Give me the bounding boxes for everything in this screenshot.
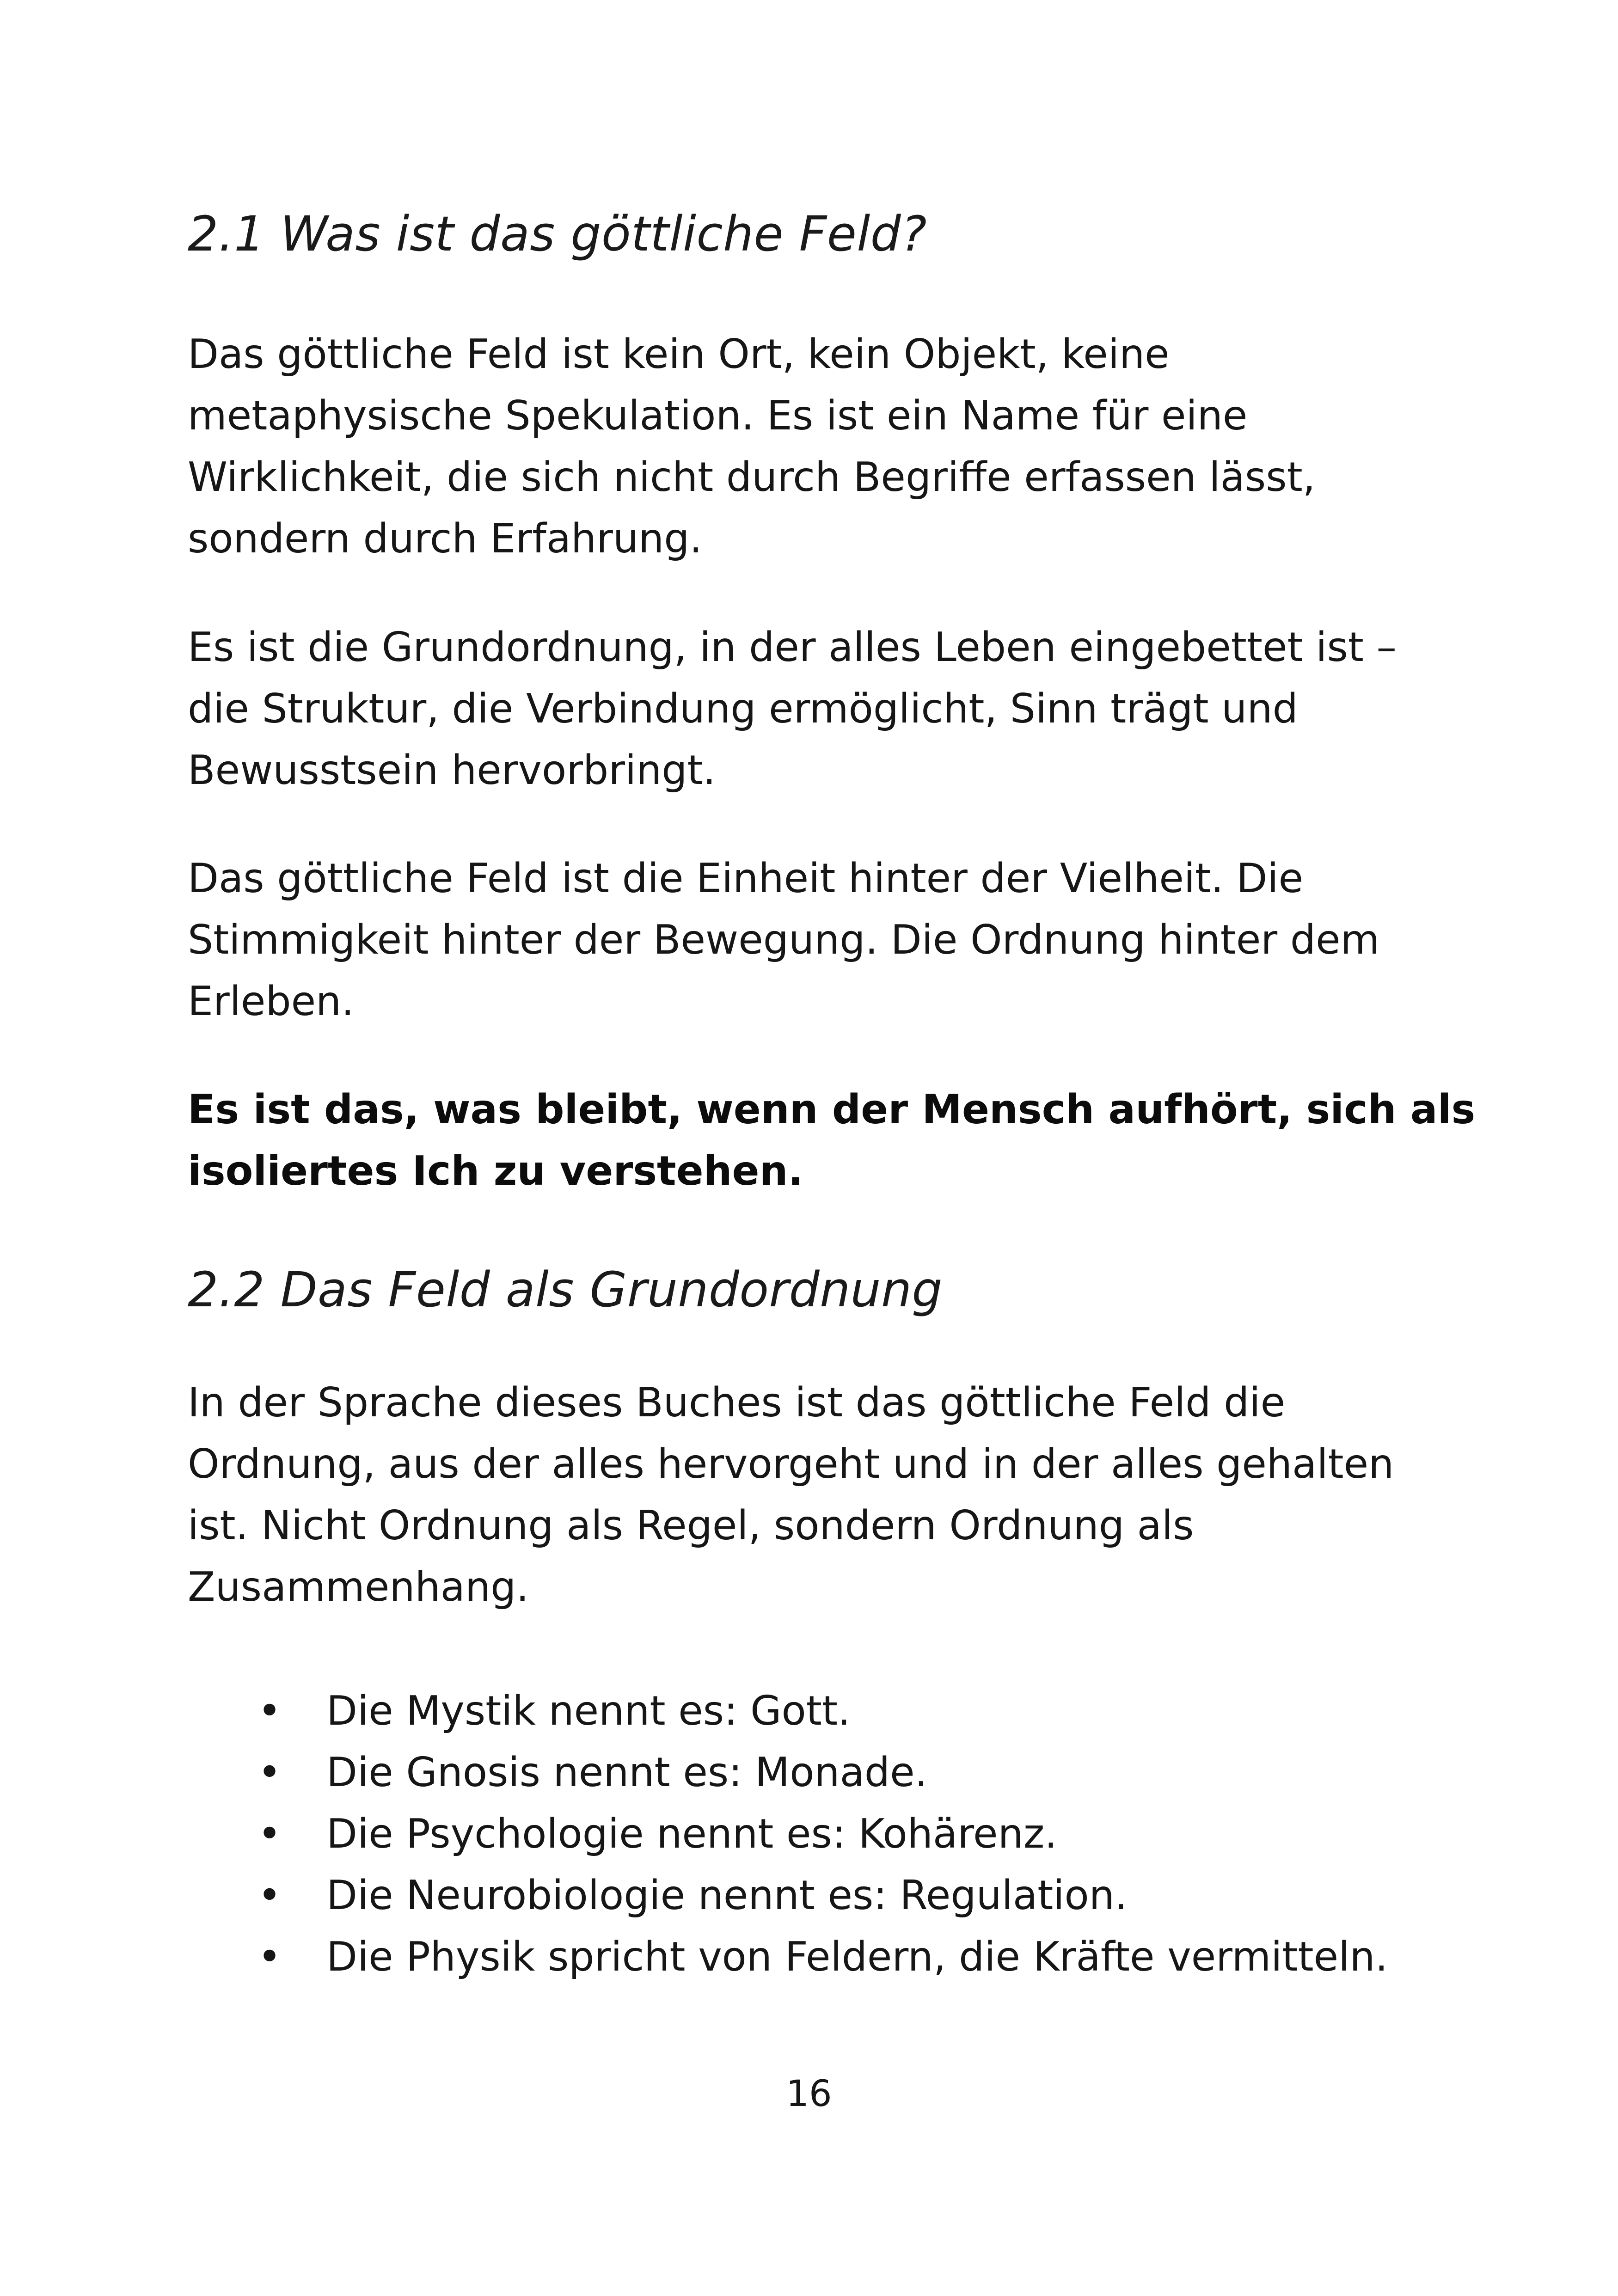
text-line: ist. Nicht Ordnung als Regel, sondern Ordnung als <box>188 1502 1194 1549</box>
text-line: Erleben. <box>188 978 354 1025</box>
paragraph <box>188 324 1436 569</box>
text-line: metaphysische Spekulation. Es ist ein Name für eine <box>188 392 1248 439</box>
text-line: Zusammenhang. <box>188 1563 529 1610</box>
bullet-icon: • <box>257 1933 282 1980</box>
text-line: Wirklichkeit, die sich nicht durch Begriffe erfassen lässt, <box>188 453 1316 501</box>
text-line: Bewusstsein hervorbringt. <box>188 747 716 794</box>
text-line: Das göttliche Feld ist die Einheit hinter der Vielheit. Die <box>188 855 1304 902</box>
text-line: Das göttliche Feld ist kein Ort, kein Objekt, keine <box>188 331 1170 378</box>
list-item-text: Die Gnosis nennt es: Monade. <box>326 1749 928 1796</box>
section-heading-2-2: 2.2 Das Feld als Grundordnung <box>188 1261 943 1318</box>
list-item <box>188 1742 1388 1803</box>
list-item <box>188 1865 1388 1926</box>
paragraph <box>188 848 1436 1032</box>
bullet-icon: • <box>257 1687 282 1734</box>
paragraph <box>188 617 1436 801</box>
paragraph <box>188 1372 1436 1618</box>
list-item-text: Die Psychologie nennt es: Kohärenz. <box>326 1810 1058 1857</box>
text-line: Es ist die Grundordnung, in der alles Leben eingebettet ist – <box>188 624 1397 671</box>
text-line: Ordnung, aus der alles hervorgeht und in der alles gehalten <box>188 1440 1394 1488</box>
bullet-list <box>188 1680 1388 1988</box>
list-item-text: Die Neurobiologie nennt es: Regulation. <box>326 1872 1128 1919</box>
text-line: isoliertes Ich zu verstehen. <box>188 1147 803 1194</box>
text-line: Stimmigkeit hinter der Bewegung. Die Ordnung hinter dem <box>188 916 1380 963</box>
bullet-icon: • <box>257 1872 282 1919</box>
list-item <box>188 1803 1388 1865</box>
emphasized-paragraph <box>188 1079 1476 1202</box>
text-line: Es ist das, was bleibt, wenn der Mensch aufhört, sich als <box>188 1086 1476 1133</box>
text-line: die Struktur, die Verbindung ermöglicht, Sinn trägt und <box>188 685 1298 732</box>
page-number: 16 <box>786 2073 832 2115</box>
bullet-icon: • <box>257 1749 282 1796</box>
text-line: sondern durch Erfahrung. <box>188 515 703 562</box>
text-line: In der Sprache dieses Buches ist das göttliche Feld die <box>188 1379 1286 1426</box>
list-item-text: Die Physik spricht von Feldern, die Kräfte vermitteln. <box>326 1933 1388 1980</box>
list-item-text: Die Mystik nennt es: Gott. <box>326 1687 851 1734</box>
list-item <box>188 1926 1388 1988</box>
section-heading-2-1: 2.1 Was ist das göttliche Feld? <box>188 206 927 262</box>
bullet-icon: • <box>257 1810 282 1857</box>
list-item <box>188 1680 1388 1742</box>
